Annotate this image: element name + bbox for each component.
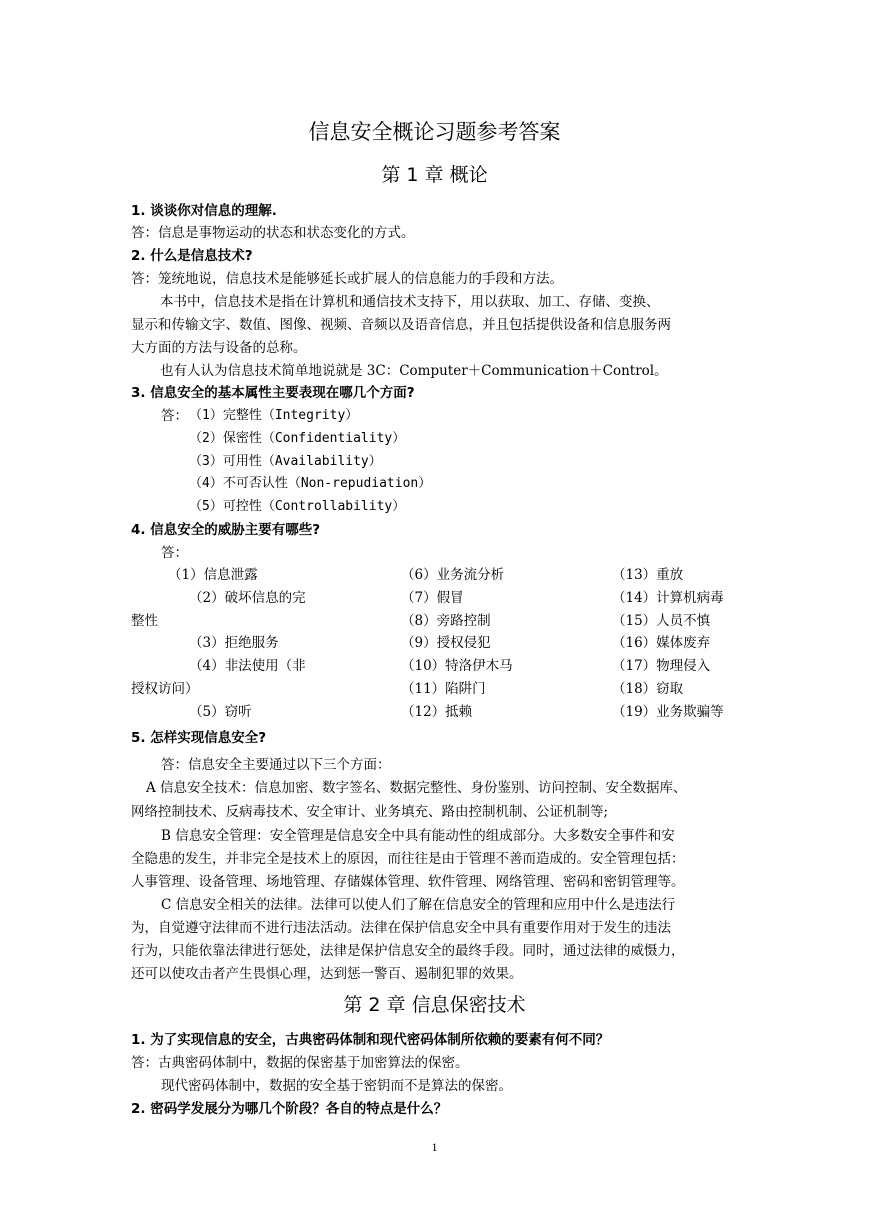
ch1-answer-5-b-line: B 信息安全管理：安全管理是信息安全中具有能动性的组成部分。大多数安全事件和安: [161, 828, 675, 844]
threat-item: （12）抵赖: [401, 704, 473, 720]
ch2-question-2: 2. 密码学发展分为哪几个阶段？各自的特点是什么？: [131, 1101, 448, 1117]
ch1-answer-5-c-line: 行为，只能依靠法律进行惩处，法律是保护信息安全的最终手段。同时，通过法律的威慑力，: [131, 943, 685, 959]
ch1-answer-5-c-line: 为，自觉遵守法律而不进行违法活动。法律在保护信息安全中具有重要作用对于发生的违法: [131, 920, 671, 936]
page-number: 1: [431, 1140, 438, 1154]
threat-item: 授权访问）: [131, 681, 199, 697]
ch1-answer-2-para-line: 大方面的方法与设备的总称。: [131, 340, 307, 356]
threat-item: （7）假冒: [401, 590, 464, 606]
threat-item: （10）特洛伊木马: [401, 658, 513, 674]
ch1-answer-5-c-line: C 信息安全相关的法律。法律可以使人们了解在信息安全的管理和应用中什么是违法行: [161, 897, 676, 913]
threat-item: （17）物理侵入: [612, 658, 711, 674]
list-item: （5）可控性（Controllability）: [189, 499, 406, 514]
ch1-answer-3-prefix: 答：: [161, 408, 188, 424]
ch1-answer-5-a-line: 网络控制技术、反病毒技术、安全审计、业务填充、路由控制机制、公证机制等;: [131, 804, 609, 820]
threat-item: （5）窃听: [189, 704, 252, 720]
ch2-answer-1-line-2: 现代密码体制中，数据的安全基于密钥而不是算法的保密。: [161, 1078, 512, 1094]
ch1-answer-1: 答：信息是事物运动的状态和状态变化的方式。: [131, 225, 415, 241]
ch1-answer-4-prefix: 答：: [161, 545, 188, 561]
threat-item: （18）窃取: [612, 681, 684, 697]
threat-item: （11）陷阱门: [401, 681, 486, 697]
threat-item: （1）信息泄露: [168, 567, 258, 583]
ch1-answer-5-intro: 答：信息安全主要通过以下三个方面：: [161, 757, 391, 773]
list-item: （3）可用性（Availability）: [189, 454, 382, 469]
list-item: （1）完整性（Integrity）: [189, 408, 359, 423]
ch1-answer-2: 答：笼统地说，信息技术是能够延长或扩展人的信息能力的手段和方法。: [131, 271, 563, 287]
threat-item: （9）授权侵犯: [401, 635, 491, 651]
ch2-question-1: 1. 为了实现信息的安全，古典密码体制和现代密码体制所依赖的要素有何不同？: [131, 1032, 610, 1048]
ch1-answer-2-para-line: 本书中，信息技术是指在计算机和通信技术支持下，用以获取、加工、存储、变换、: [160, 294, 660, 310]
threat-item: （3）拒绝服务: [189, 635, 279, 651]
list-item: （2）保密性（Confidentiality）: [189, 431, 406, 446]
ch1-answer-2-para-line: 显示和传输文字、数值、图像、视频、音频以及语音信息，并且包括提供设备和信息服务两: [131, 317, 671, 333]
threat-item: （2）破坏信息的完: [189, 590, 306, 606]
ch2-answer-1: 答：古典密码体制中，数据的保密基于加密算法的保密。: [131, 1055, 469, 1071]
threat-item: （13）重放: [612, 567, 684, 583]
ch1-answer-5-b-line: 全隐患的发生，并非完全是技术上的原因，而往往是由于管理不善而造成的。安全管理包括：: [131, 851, 685, 867]
threat-item: （15）人员不慎: [612, 613, 711, 629]
document-title: 信息安全概论习题参考答案: [308, 120, 561, 144]
threat-item: 整性: [131, 613, 158, 629]
chapter-2-heading: 第 2 章 信息保密技术: [343, 994, 526, 1016]
ch1-question-2: 2. 什么是信息技术?: [131, 248, 253, 264]
ch1-question-1: 1. 谈谈你对信息的理解.: [131, 203, 277, 219]
chapter-1-heading: 第 1 章 概论: [381, 164, 488, 186]
threat-item: （6）业务流分析: [401, 567, 505, 583]
ch1-question-3: 3. 信息安全的基本属性主要表现在哪几个方面?: [131, 385, 415, 401]
list-item: （4）不可否认性（Non-repudiation）: [189, 476, 432, 491]
ch1-answer-5-a-line: A 信息安全技术：信息加密、数字签名、数据完整性、身份鉴别、访问控制、安全数据库、: [146, 780, 687, 796]
ch1-question-4: 4. 信息安全的威胁主要有哪些?: [131, 522, 321, 538]
threat-item: （14）计算机病毒: [612, 590, 724, 606]
threat-item: （8）旁路控制: [401, 613, 491, 629]
ch1-answer-5-c-line: 还可以使攻击者产生畏惧心理，达到惩一警百、遏制犯罪的效果。: [131, 966, 523, 982]
ch1-answer-5-b-line: 人事管理、设备管理、场地管理、存储媒体管理、软件管理、网络管理、密码和密钥管理等。: [131, 874, 685, 890]
ch1-answer-2-extra: 也有人认为信息技术简单地说就是 3C：Computer＋Communication＋Control。: [160, 363, 668, 379]
threat-item: （16）媒体废弃: [612, 635, 711, 651]
threat-item: （19）业务欺骗等: [612, 704, 724, 720]
ch1-question-5: 5. 怎样实现信息安全?: [131, 730, 267, 746]
threat-item: （4）非法使用（非: [189, 658, 306, 674]
